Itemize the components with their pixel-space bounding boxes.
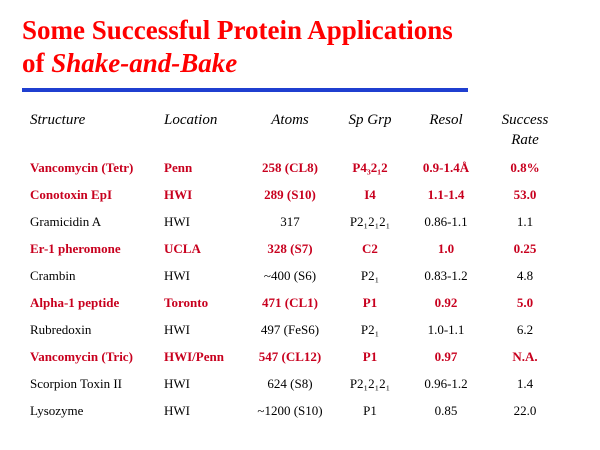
cell-space-group: P2₁2₁2₁ xyxy=(349,214,391,229)
cell-space-group: C2 xyxy=(362,241,378,256)
cell-structure: Vancomycin (Tric) xyxy=(30,349,133,364)
cell-resolution: 1.0 xyxy=(437,241,455,256)
table-row xyxy=(0,349,600,376)
cell-structure: Crambin xyxy=(30,268,76,283)
cell-location: HWI xyxy=(164,322,190,337)
cell-location: UCLA xyxy=(164,241,201,256)
header-atoms: Atoms xyxy=(271,112,309,128)
cell-success-rate: 0.25 xyxy=(513,241,537,256)
table-row xyxy=(0,187,600,214)
cell-atoms: ~1200 (S10) xyxy=(257,403,323,418)
header-resol: Resol xyxy=(429,112,463,128)
table-row xyxy=(0,403,600,430)
cell-space-group: I4 xyxy=(364,187,376,202)
header-location: Location xyxy=(164,112,218,128)
cell-location: Toronto xyxy=(164,295,209,310)
table-row xyxy=(0,376,600,403)
cell-structure: Gramicidin A xyxy=(30,214,102,229)
cell-space-group: P1 xyxy=(362,295,378,310)
title-line-1: Some Successful Protein Applications xyxy=(22,15,453,45)
cell-success-rate: 53.0 xyxy=(513,187,537,202)
cell-structure: Er-1 pheromone xyxy=(30,241,121,256)
cell-resolution: 0.85 xyxy=(434,403,458,418)
cell-success-rate: 4.8 xyxy=(516,268,534,283)
cell-resolution: 0.92 xyxy=(434,295,458,310)
cell-location: Penn xyxy=(164,160,193,175)
cell-resolution: 0.83-1.2 xyxy=(424,268,468,283)
cell-space-group: P1 xyxy=(363,403,377,418)
header-structure: Structure xyxy=(30,112,86,128)
cell-atoms: 497 (FeS6) xyxy=(260,322,320,337)
cell-location: HWI/Penn xyxy=(164,349,224,364)
cell-resolution: 0.86-1.1 xyxy=(424,214,468,229)
header-success-line-1: Success xyxy=(501,112,549,128)
title-line-2-prefix: of xyxy=(22,48,52,78)
cell-atoms: 258 (CL8) xyxy=(262,160,318,175)
cell-structure: Vancomycin (Tetr) xyxy=(30,160,134,175)
cell-success-rate: 1.4 xyxy=(516,376,534,391)
cell-location: HWI xyxy=(164,214,190,229)
cell-structure: Rubredoxin xyxy=(30,322,92,337)
cell-space-group: P4₃2₁2 xyxy=(352,160,388,175)
cell-success-rate: N.A. xyxy=(512,349,538,364)
cell-atoms: 289 (S10) xyxy=(264,187,316,202)
cell-resolution: 0.97 xyxy=(434,349,458,364)
table-row xyxy=(0,214,600,241)
cell-space-group: P2₁ xyxy=(360,322,380,337)
cell-success-rate: 0.8% xyxy=(510,160,540,175)
cell-location: HWI xyxy=(164,187,193,202)
table-row xyxy=(0,322,600,349)
title-divider xyxy=(22,88,468,92)
cell-structure: Alpha-1 peptide xyxy=(30,295,120,310)
header-success-rate xyxy=(486,110,564,150)
cell-space-group: P2₁ xyxy=(360,268,380,283)
table-body xyxy=(0,160,600,430)
table-row xyxy=(0,295,600,322)
table-row xyxy=(0,241,600,268)
header-sp-grp: Sp Grp xyxy=(348,112,392,128)
cell-structure: Conotoxin EpI xyxy=(30,187,112,202)
cell-atoms: 317 xyxy=(280,214,300,229)
cell-success-rate: 6.2 xyxy=(516,322,534,337)
cell-space-group: P2₁2₁2₁ xyxy=(349,376,391,391)
cell-structure: Scorpion Toxin II xyxy=(30,376,123,391)
cell-location: HWI xyxy=(164,376,190,391)
cell-structure: Lysozyme xyxy=(30,403,84,418)
cell-atoms: 471 (CL1) xyxy=(262,295,318,310)
cell-atoms: 547 (CL12) xyxy=(258,349,322,364)
table-row xyxy=(0,268,600,295)
page-title xyxy=(22,14,453,80)
cell-atoms: 328 (S7) xyxy=(267,241,313,256)
header-success-line-2: Rate xyxy=(511,132,539,148)
cell-location: HWI xyxy=(164,268,190,283)
cell-resolution: 1.1-1.4 xyxy=(427,187,465,202)
title-line-2-italic: Shake-and-Bake xyxy=(51,48,238,78)
title-line-2 xyxy=(22,47,453,80)
cell-atoms: ~400 (S6) xyxy=(263,268,317,283)
cell-success-rate: 22.0 xyxy=(513,403,537,418)
cell-space-group: P1 xyxy=(362,349,378,364)
cell-resolution: 1.0-1.1 xyxy=(427,322,465,337)
cell-success-rate: 1.1 xyxy=(516,214,534,229)
cell-location: HWI xyxy=(164,403,190,418)
cell-resolution: 0.9-1.4Å xyxy=(422,160,470,175)
cell-success-rate: 5.0 xyxy=(516,295,534,310)
table-row xyxy=(0,160,600,187)
cell-resolution: 0.96-1.2 xyxy=(424,376,468,391)
cell-atoms: 624 (S8) xyxy=(267,376,313,391)
